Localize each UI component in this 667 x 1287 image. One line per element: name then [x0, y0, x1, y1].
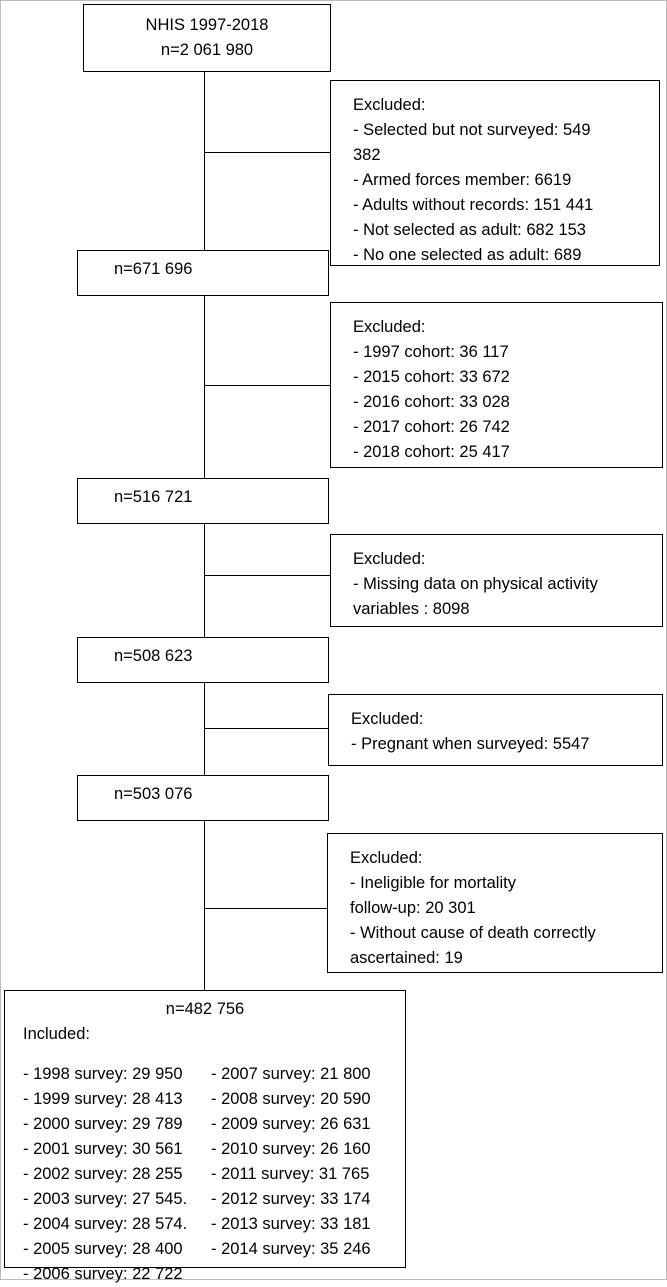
count-box-2 [77, 478, 329, 524]
exclusion-box-2 [330, 302, 663, 468]
exclusion-item: 382 [353, 146, 381, 164]
exclusion-item: - Pregnant when surveyed: 5547 [351, 735, 590, 753]
count-label: n=671 696 [114, 260, 193, 278]
survey-item: - 2014 survey: 35 246 [211, 1240, 371, 1258]
exclusion-item: ascertained: 19 [350, 949, 463, 967]
exclusion-heading: Excluded: [351, 710, 424, 728]
exclusion-box-5 [327, 833, 663, 973]
exclusion-item: - No one selected as adult: 689 [353, 246, 582, 264]
survey-item: - 2013 survey: 33 181 [211, 1215, 371, 1233]
start-count: n=2 061 980 [160, 41, 254, 59]
final-box [4, 990, 406, 1283]
exclusion-item: - Missing data on physical activity [353, 575, 598, 593]
survey-column-right [211, 1062, 371, 1262]
survey-item: - 2000 survey: 29 789 [23, 1115, 183, 1133]
exclusion-heading: Excluded: [353, 550, 426, 568]
exclusion-item: variables : 8098 [353, 600, 470, 618]
survey-item: - 2009 survey: 26 631 [211, 1115, 371, 1133]
exclusion-item: - Without cause of death correctly [350, 924, 596, 942]
survey-item: - 2001 survey: 30 561 [23, 1140, 183, 1158]
exclusion-box-4 [328, 694, 663, 766]
survey-item: - 2004 survey: 28 574. [23, 1215, 188, 1233]
exclusion-item: - Selected but not surveyed: 549 [353, 121, 591, 139]
survey-item: - 2006 survey: 22 722 [23, 1265, 183, 1283]
final-count: n=482 756 [165, 1000, 245, 1018]
survey-item: - 2012 survey: 33 174 [211, 1190, 371, 1208]
exclusion-item: - 1997 cohort: 36 117 [353, 343, 509, 361]
survey-item: - 2007 survey: 21 800 [211, 1065, 371, 1083]
exclusion-item: - 2015 cohort: 33 672 [353, 368, 510, 386]
survey-item: - 2005 survey: 28 400 [23, 1240, 183, 1258]
count-box-1 [77, 250, 329, 296]
exclusion-item: - Armed forces member: 6619 [353, 171, 572, 189]
exclusion-heading: Excluded: [353, 318, 426, 336]
exclusion-item: follow-up: 20 301 [350, 899, 476, 917]
exclusion-item: - 2018 cohort: 25 417 [353, 443, 510, 461]
exclusion-heading: Excluded: [350, 849, 423, 867]
exclusion-heading: Excluded: [353, 96, 426, 114]
survey-item: - 1998 survey: 29 950 [23, 1065, 183, 1083]
connector-exclusion-1 [204, 152, 330, 153]
start-box [83, 4, 331, 72]
count-box-4 [77, 775, 329, 821]
exclusion-box-1 [330, 80, 660, 266]
exclusion-item: - Adults without records: 151 441 [353, 196, 594, 214]
connector-exclusion-4 [204, 728, 330, 729]
exclusion-item: - 2017 cohort: 26 742 [353, 418, 510, 436]
count-label: n=503 076 [114, 785, 193, 803]
survey-item: - 2008 survey: 20 590 [211, 1090, 371, 1108]
exclusion-item: - Not selected as adult: 682 153 [353, 221, 586, 239]
survey-item: - 1999 survey: 28 413 [23, 1090, 183, 1108]
exclusion-box-3 [330, 534, 663, 627]
survey-item: - 2003 survey: 27 545. [23, 1190, 188, 1208]
connector-exclusion-2 [204, 385, 330, 386]
final-heading: Included: [23, 1025, 90, 1043]
exclusion-item: - Ineligible for mortality [350, 874, 516, 892]
count-box-3 [77, 637, 329, 683]
connector-exclusion-3 [204, 575, 330, 576]
survey-column-left [23, 1062, 187, 1287]
exclusion-item: - 2016 cohort: 33 028 [353, 393, 510, 411]
start-title: NHIS 1997-2018 [145, 16, 269, 34]
survey-item: - 2002 survey: 28 255 [23, 1165, 183, 1183]
survey-item: - 2010 survey: 26 160 [211, 1140, 371, 1158]
connector-main [204, 72, 205, 992]
count-label: n=516 721 [114, 488, 193, 506]
count-label: n=508 623 [114, 647, 193, 665]
connector-exclusion-5 [204, 908, 330, 909]
survey-item: - 2011 survey: 31 765 [211, 1165, 370, 1183]
